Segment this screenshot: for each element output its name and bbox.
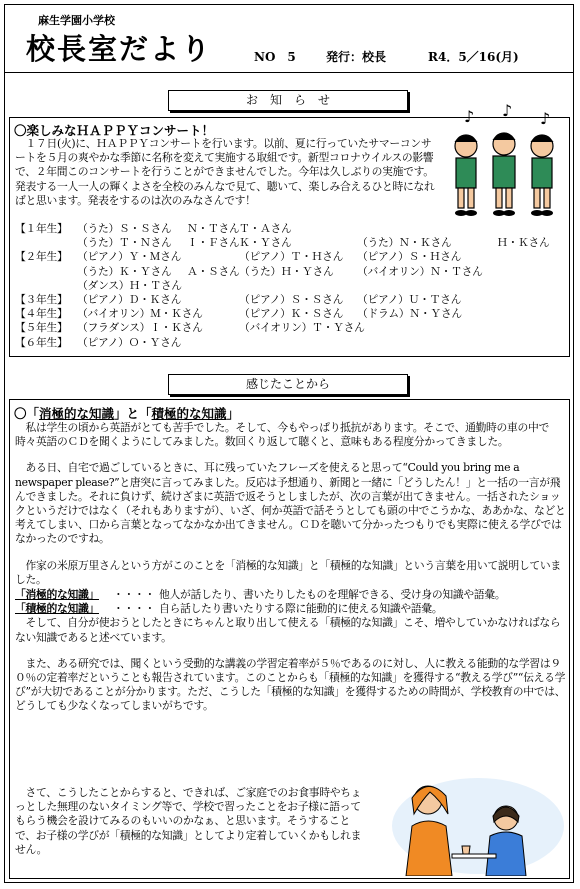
performer-row xyxy=(15,307,567,321)
performer-entry xyxy=(357,336,497,350)
performer-row xyxy=(15,279,567,293)
performer-row xyxy=(15,321,567,335)
performer-row xyxy=(15,336,567,350)
thoughts-body xyxy=(15,421,567,714)
svg-text:♪: ♪ xyxy=(502,104,513,120)
paragraph-5: また、ある研究では、聞くという受動的な講義の学習定着率が５％であるのに対し、人に教える能動的な学習は９０％の定着率だということも報告されています。このことからも「積極的な知識」を獲得する“教える学び”“伝える学び”が大切であることが分かります。ただ、こうした「積極的な知識」を獲得するための時間が、学校教育の中では、どうしても少なくなってしまいがちです。 xyxy=(15,656,566,713)
performer-entry: （ピアノ）Ｙ・Ｍさん xyxy=(77,250,182,264)
performer-entry xyxy=(187,307,239,321)
performer-row xyxy=(15,250,567,264)
performer-entry: Ｋ・Ｙさん xyxy=(239,236,292,250)
performer-entry: （ピアノ）Ｓ・Ｓさん xyxy=(239,293,344,307)
performer-entry: （うた）Ｎ・Ｋさん xyxy=(357,236,452,250)
performer-entry: （バイオリン）Ｔ・Ｙさん xyxy=(239,321,365,335)
performer-entry xyxy=(187,293,239,307)
performer-entry: （ピアノ）Ｋ・Ｓさん xyxy=(239,307,344,321)
performer-entry: （ピアノ）Ｏ・Ｙさん xyxy=(77,335,182,349)
paragraph-4: そして、自分が使おうとしたときにちゃんと取り出して使える「積極的な知識」こそ、増やしていかなければならない知識であると述べています。 xyxy=(15,616,561,644)
performer-entry xyxy=(497,279,567,293)
performer-entry xyxy=(187,321,239,335)
notice-subtitle: 〇楽しみなＨＡＰＰＹコンサート！ xyxy=(14,123,215,138)
performer-entry xyxy=(239,336,357,350)
performer-entry xyxy=(239,279,357,293)
performer-entry xyxy=(497,293,567,307)
grade-label xyxy=(15,265,77,279)
performer-entry xyxy=(497,307,567,321)
performer-row xyxy=(15,265,567,279)
performer-entry: （ピアノ）Ｔ・Ｈさん xyxy=(239,250,344,264)
svg-text:♪: ♪ xyxy=(464,107,475,126)
grade-label: 【５年生】 xyxy=(15,321,68,335)
newsletter-title: 校長室だより xyxy=(26,32,213,66)
grade-label: 【３年生】 xyxy=(15,293,68,307)
thoughts-subtitle: 〇「消極的な知識」と「積極的な知識」 xyxy=(14,406,240,421)
performer-entry: （うた）Ｈ・Ｙさん xyxy=(239,264,334,278)
performer-entry: Ｈ・Ｋさん xyxy=(497,236,550,250)
performer-entry xyxy=(357,222,497,236)
grade-label xyxy=(15,236,77,250)
family-talk-illustration xyxy=(366,770,566,876)
grade-label: 【６年生】 xyxy=(15,335,68,349)
performer-entry: （フラダンス）Ｉ・Ｋさん xyxy=(77,321,203,335)
performer-entry: （うた）Ｋ・Ｙさん xyxy=(77,264,172,278)
paragraph-3: 作家の米原万里さんという方がこのことを「消極的な知識」と「積極的な知識」という言葉を用いて説明していました。 xyxy=(15,558,561,586)
notice-heading: お 知 ら せ xyxy=(168,90,408,111)
performer-entry: （バイオリン）Ｍ・Ｋさん xyxy=(77,307,203,321)
performer-entry xyxy=(497,336,567,350)
performer-entry: （ダンス）Ｈ・Ｔさん xyxy=(77,278,182,292)
performer-list xyxy=(15,222,567,350)
svg-text:♪: ♪ xyxy=(540,109,551,128)
performer-entry: （ピアノ）Ｓ・Ｈさん xyxy=(357,250,462,264)
performer-entry xyxy=(497,265,567,279)
grade-label: 【１年生】 xyxy=(15,222,68,235)
performer-entry: （ピアノ）Ｄ・Ｋさん xyxy=(77,293,182,307)
issue-date: R4．5／16(月) xyxy=(428,50,519,64)
performer-entry: Ｔ・Ａさん xyxy=(239,222,292,235)
notice-body: １７日(火)に、ＨＡＰＰＹコンサートを行います。以前、夏に行っていたサマーコンサートを５月の爽やかな季節に名称を変えて実施する取組です。新型コロナウイルスの影響で、２年間このコンサートを行うことができませんでした。今年は久しぶりの実施です。発表する一人一人の輝くよさを全校のみんなで見て、聴いて、楽しみ合えるひと時になればと思います。発表をするのは次のみなさんです！ xyxy=(15,137,435,207)
thoughts-heading: 感じたことから xyxy=(168,374,408,395)
term-active: 「積極的な知識」 xyxy=(15,602,99,616)
performer-entry xyxy=(187,336,239,350)
grade-label xyxy=(15,279,77,293)
performer-entry: （バイオリン）Ｎ・Ｔさん xyxy=(357,264,483,278)
performer-entry xyxy=(357,279,497,293)
header-divider xyxy=(4,72,574,73)
performer-entry: Ａ・Ｓさん xyxy=(187,264,240,278)
grade-label: 【２年生】 xyxy=(15,250,68,264)
issue-number: NO 5 xyxy=(254,50,296,64)
performer-entry xyxy=(497,250,567,264)
performer-entry: （ドラム）Ｎ・Ｙさん xyxy=(357,307,462,321)
term-passive: 「消極的な知識」 xyxy=(15,588,99,602)
performer-entry xyxy=(187,250,239,264)
singing-children-illustration xyxy=(444,104,564,218)
performer-entry xyxy=(357,321,497,335)
desc-passive: 他人が話したり、書いたりしたものを理解できる、受け身の知識や語彙。 xyxy=(159,588,506,602)
paragraph-2: ある日、自宅で過ごしているときに、耳に残っていたフレーズを使えると思って“Could you bring me a newspaper please?”と唐突に言ってみました。反応は予想通り、新聞と一緒に「どうしたん！」と一括の一言が飛んできました。それに負けず、続けざまに英語で返そうとしましたが、次の言葉が出てきません。一括されたショックというだけではなく（それもありますが）、いざ、何か英語で話そうとしても頭の中でこうかな、ああかな、などと考えてしまい、口から言葉となってなかなか出てきません。ＣＤを聴いて分かったつもりでも実際に使える学びではなかったのですね。 xyxy=(15,461,566,546)
performer-entry: （ピアノ）Ｕ・Ｔさん xyxy=(357,293,462,307)
paragraph-6: さて、こうしたことからすると、できれば、ご家庭でのお食事時やちょっとした無理のないタイミング等で、学校で習ったことをお子様に語ってもらう機会を設けてみるのもいいのかなぁ、と思います。そうすることで、お子様の学びが「積極的な知識」としてより定着していくかもしれません。 xyxy=(15,786,362,856)
performer-entry xyxy=(497,321,567,335)
desc-active: 自ら話したり書いたりする際に能動的に使える知識や語彙。 xyxy=(159,602,443,616)
performer-row xyxy=(15,236,567,250)
performer-row xyxy=(15,222,567,236)
performer-entry xyxy=(187,279,239,293)
grade-label: 【４年生】 xyxy=(15,307,68,321)
definition-active: 「積極的な知識」 ・・・・ 自ら話したり書いたりする際に能動的に使える知識や語彙。 xyxy=(15,602,567,616)
performer-entry: （うた）Ｓ・Ｓさん xyxy=(77,222,172,235)
performer-row xyxy=(15,293,567,307)
performer-entry: Ｎ・Ｔさん xyxy=(187,222,240,235)
school-name: 麻生学園小学校 xyxy=(38,14,115,27)
performer-entry: （うた）Ｔ・Ｎさん xyxy=(77,236,172,250)
performer-entry xyxy=(497,222,567,236)
publisher: 発行：校長 xyxy=(326,50,387,64)
performer-entry: Ｉ・Ｆさん xyxy=(187,236,240,250)
definition-passive: 「消極的な知識」 ・・・・ 他人が話したり、書いたりしたものを理解できる、受け身の知識や語彙。 xyxy=(15,588,567,602)
paragraph-1: 私は学生の頃から英語がとても苦手でした。そして、今もやっぱり抵抗があります。そこで、通勤時の車の中で時々英語のＣＤを聞くようにしてみました。数回くり返して聴くと、意味もある程度分かってきました。 xyxy=(15,421,550,449)
